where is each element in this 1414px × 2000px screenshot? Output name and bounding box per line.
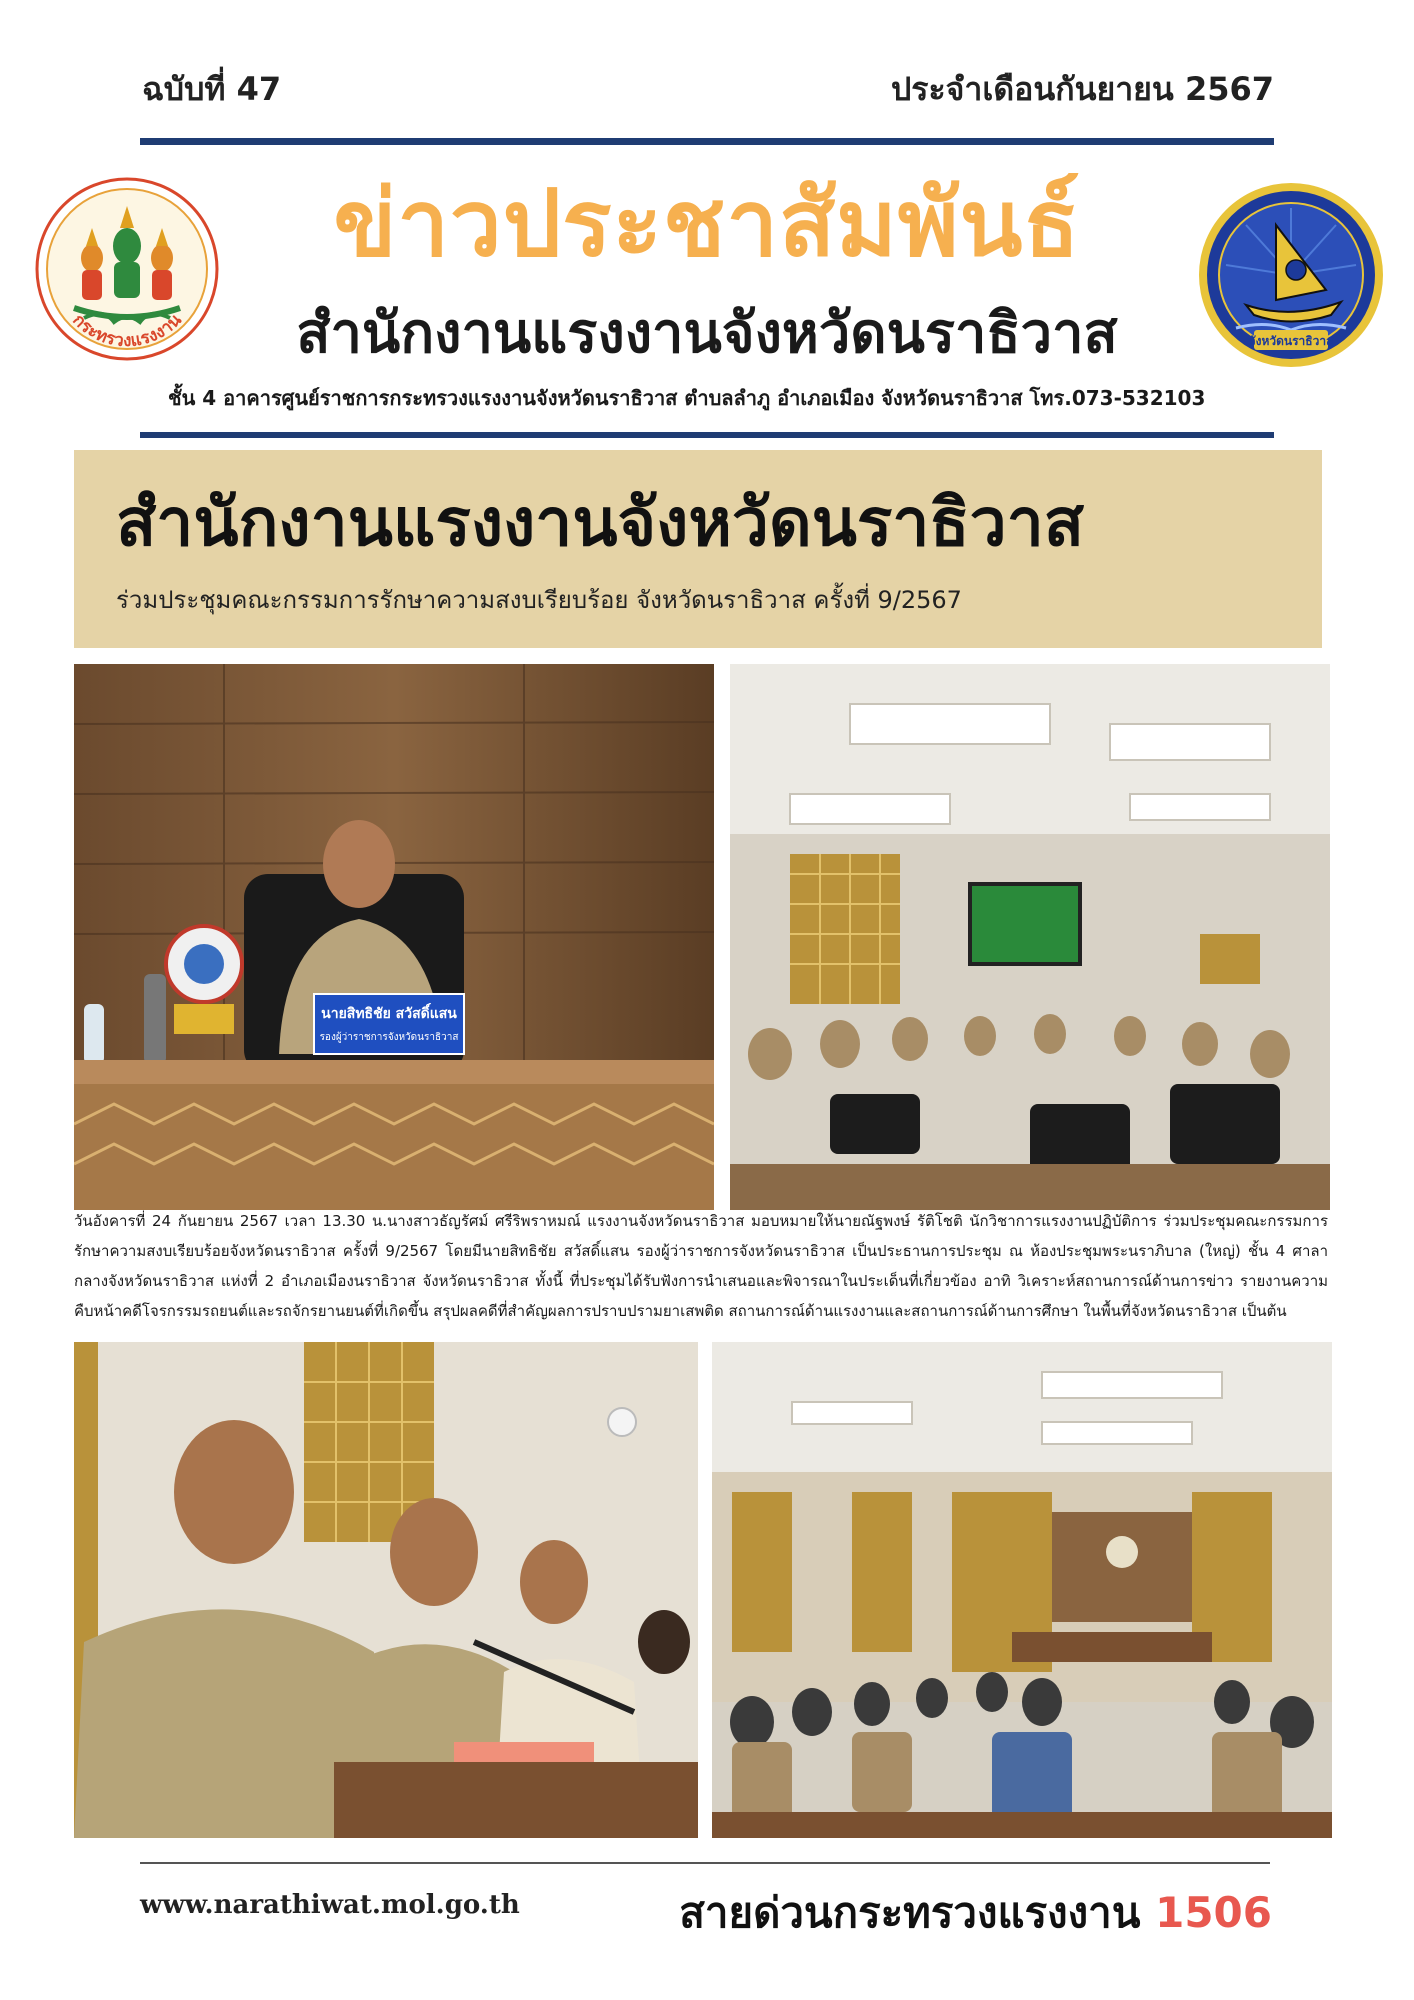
photo-meeting-room <box>730 664 1330 1210</box>
issue-month: ประจำเดือนกันยายน 2567 <box>890 70 1274 108</box>
office-name: สำนักงานแรงงานจังหวัดนราธิวาส <box>296 301 1118 366</box>
subheadline: ร่วมประชุมคณะกรรมการรักษาความสงบเรียบร้อย จังหวัดนราธิวาส ครั้งที่ 9/2567 <box>116 586 962 614</box>
masthead-title: ข่าวประชาสัมพันธ์ <box>333 170 1081 277</box>
article-body: วันอังคารที่ 24 กันยายน 2567 เวลา 13.30 น.นางสาวธัญรัศม์ ศรีริพราหมณ์ แรงงานจังหวัดนราธิวาส มอบหมายให้นายณัฐพงษ์ รัติโชติ นักวิชาการแรงงานปฏิบัติการ ร่วมประชุมคณะกรรมการรักษาความสงบเรียบร้อยจังหวัดนราธิวาส ครั้งที่ 9/2567 โดยมีนายสิทธิชัย สวัสดิ์แสน รองผู้ว่าราชการจังหวัดนราธิวาส เป็นประธานการประชุม ณ ห้องประชุมพระนราภิบาล (ใหญ่) ชั้น 4 ศาลากลางจังหวัดนราธิวาส แห่งที่ 2 อำเภอเมืองนราธิวาส จังหวัดนราธิวาส ทั้งนี้ ที่ประชุมได้รับฟังการนำเสนอและพิจารณาในประเด็นที่เกี่ยวข้อง อาทิ วิเคราะห์สถานการณ์ด้านการข่าว รายงานความคืบหน้าคดีโจรกรรมรถยนต์และรถจักรยานยนต์ที่เกิดขึ้น สรุปผลคดีที่สำคัญผลการปราบปรามยาเสพติด สถานการณ์ด้านแรงงานและสถานการณ์ด้านการศึกษา ในพื้นที่จังหวัดนราธิวาส เป็นต้น <box>74 1212 1328 1320</box>
header-rule <box>140 138 1274 145</box>
hotline-label: สายด่วนกระทรวงแรงงาน <box>679 1888 1141 1937</box>
issue-number: ฉบับที่ 47 <box>142 70 282 108</box>
hotline-number: 1506 <box>1155 1888 1272 1937</box>
province-seal-text: จังหวัดนราธิวาส <box>1248 334 1334 348</box>
ministry-of-labour-logo <box>34 176 220 362</box>
photo-officials-seated <box>74 1342 698 1838</box>
photo-meeting-hall <box>712 1342 1332 1838</box>
narathiwat-province-seal <box>1196 180 1386 370</box>
masthead-rule <box>140 432 1274 438</box>
photo-chairman <box>74 664 714 1210</box>
nameplate-title: รองผู้ว่าราชการจังหวัดนราธิวาส <box>319 1032 459 1043</box>
headline: สำนักงานแรงงานจังหวัดนราธิวาส <box>116 484 1085 561</box>
website-link[interactable]: www.narathiwat.mol.go.th <box>140 1890 520 1920</box>
office-address: ชั้น 4 อาคารศูนย์ราชการกระทรวงแรงงานจังหวัดนราธิวาส ตำบลลำภู อำเภอเมือง จังหวัดนราธิวาส โทร.073-532103 <box>168 386 1206 410</box>
footer-rule <box>140 1862 1270 1864</box>
hotline <box>679 1880 1272 1946</box>
nameplate-name: นายสิทธิชัย สวัสดิ์แสน <box>321 1006 457 1022</box>
ministry-logo-text: กระทรวงแรงงาน <box>68 310 186 352</box>
